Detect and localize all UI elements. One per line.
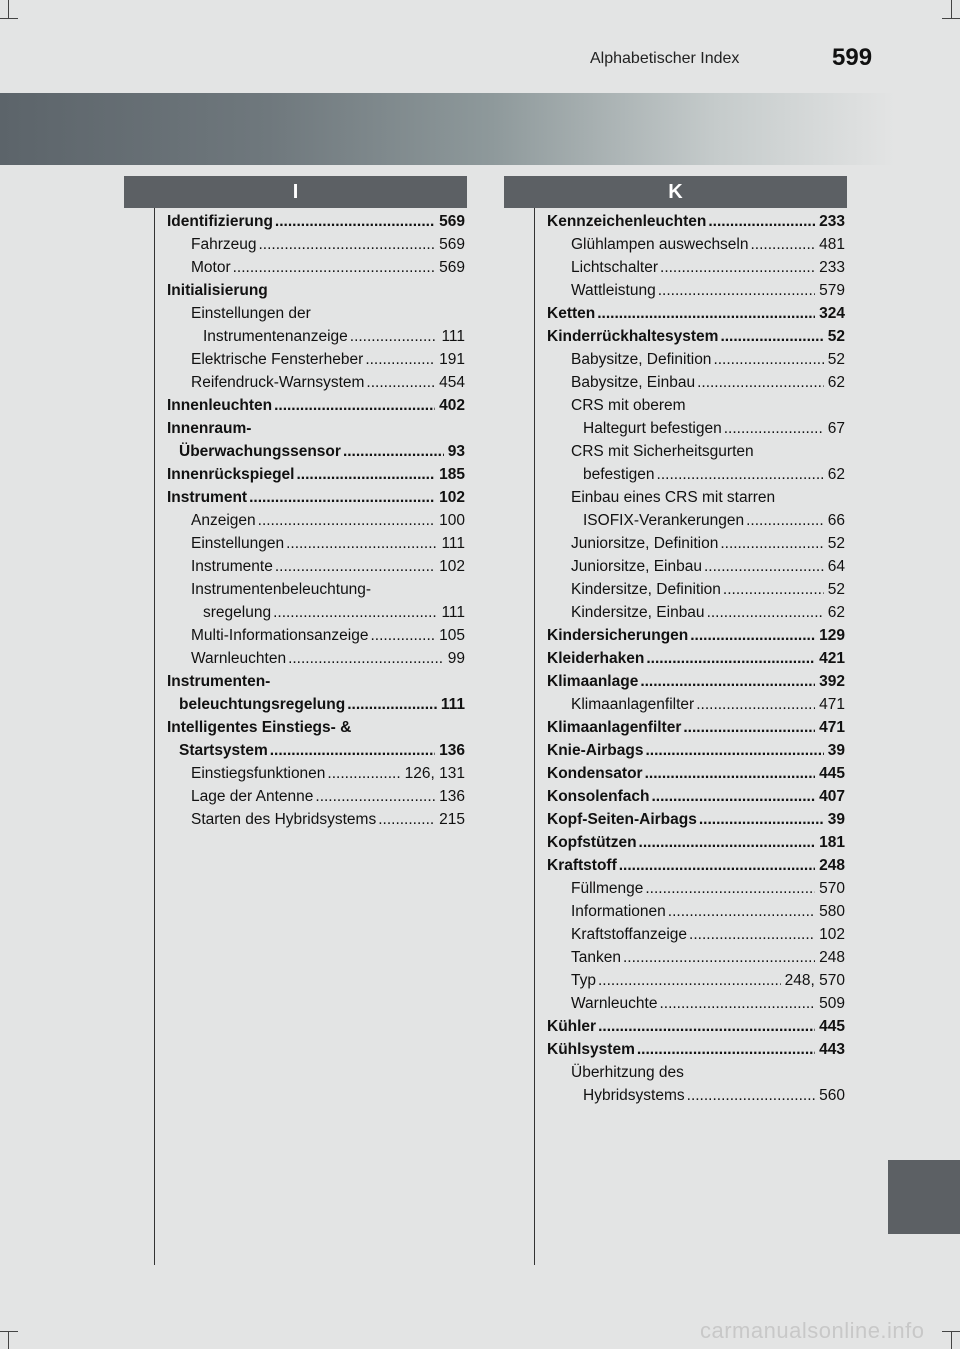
index-subentry: Lage der Antenne ..... 136 (167, 785, 465, 808)
index-entry: Kondensator ..... 445 (547, 762, 845, 785)
index-subentry: Multi-Informationsanzeige ..... 105 (167, 624, 465, 647)
index-subentry: Starten des Hybridsystems ..... 215 (167, 808, 465, 831)
index-subentry: CRS mit oberem (571, 397, 686, 414)
index-entry: Kopfstützen ..... 181 (547, 831, 845, 854)
index-entry: Initialisierung (167, 282, 268, 299)
index-subentry: Hybridsystems ..... 560 (547, 1084, 845, 1107)
index-entry: Instrument ..... 102 (167, 486, 465, 509)
column-rule-right (534, 208, 535, 1265)
index-entry: Instrumenten- (167, 673, 271, 690)
index-entry: Kühler ..... 445 (547, 1015, 845, 1038)
crop-mark (0, 18, 18, 19)
crop-mark (951, 0, 952, 18)
index-column-k (547, 210, 845, 1107)
index-entry: Klimaanlagenfilter ..... 471 (547, 716, 845, 739)
index-subentry: sregelung ..... 111 (167, 601, 465, 624)
index-subentry: Juniorsitze, Einbau ..... 64 (547, 555, 845, 578)
crop-mark (8, 1331, 9, 1349)
crop-mark (942, 1331, 960, 1332)
index-entry: Startsystem ..... 136 (167, 739, 465, 762)
index-subentry: Instrumente ..... 102 (167, 555, 465, 578)
index-subentry: Babysitze, Einbau ..... 62 (547, 371, 845, 394)
column-rule-left (154, 208, 155, 1265)
crop-mark (942, 18, 960, 19)
crop-mark (951, 1331, 952, 1349)
index-subentry: Warnleuchten ..... 99 (167, 647, 465, 670)
index-entry: Klimaanlage ..... 392 (547, 670, 845, 693)
index-subentry: Informationen ..... 580 (547, 900, 845, 923)
index-subentry: Klimaanlagenfilter ..... 471 (547, 693, 845, 716)
index-entry: Intelligentes Einstiegs- & (167, 719, 352, 736)
index-subentry: Kindersitze, Einbau ..... 62 (547, 601, 845, 624)
index-subentry: ISOFIX-Verankerungen ..... 66 (547, 509, 845, 532)
index-entry: Identifizierung ..... 569 (167, 210, 465, 233)
thumb-tab (888, 1160, 960, 1234)
index-entry: Kennzeichenleuchten ..... 233 (547, 210, 845, 233)
index-entry: Kinderrückhaltesystem ..... 52 (547, 325, 845, 348)
index-entry: Kleiderhaken ..... 421 (547, 647, 845, 670)
index-subentry: Haltegurt befestigen ..... 67 (547, 417, 845, 440)
crop-mark (0, 1331, 18, 1332)
index-subentry: Instrumentenanzeige ..... 111 (167, 325, 465, 348)
index-subentry: Einbau eines CRS mit starren (571, 489, 776, 506)
index-subentry: Motor ..... 569 (167, 256, 465, 279)
index-subentry: Wattleistung ..... 579 (547, 279, 845, 302)
index-subentry: befestigen ..... 62 (547, 463, 845, 486)
index-subentry: Einstellungen der (191, 305, 311, 322)
index-subentry: Babysitze, Definition ..... 52 (547, 348, 845, 371)
index-entry: Innenraum- (167, 420, 252, 437)
index-entry: Ketten ..... 324 (547, 302, 845, 325)
index-entry: Kopf-Seiten-Airbags ..... 39 (547, 808, 845, 831)
index-entry: Kraftstoff ..... 248 (547, 854, 845, 877)
index-subentry: Reifendruck-Warnsystem ..... 454 (167, 371, 465, 394)
index-subentry: Instrumentenbeleuchtung- (191, 581, 372, 598)
watermark: carmanualsonline.info (700, 1318, 925, 1343)
index-subentry: Elektrische Fensterheber ..... 191 (167, 348, 465, 371)
index-entry: Innenrückspiegel ..... 185 (167, 463, 465, 486)
index-column-i (167, 210, 465, 831)
index-entry: Knie-Airbags ..... 39 (547, 739, 845, 762)
decorative-banner (0, 93, 895, 165)
index-entry: Innenleuchten ..... 402 (167, 394, 465, 417)
crop-mark (8, 0, 9, 18)
index-subentry: Anzeigen ..... 100 (167, 509, 465, 532)
index-subentry: Überhitzung des (571, 1064, 684, 1081)
index-entry: Konsolenfach ..... 407 (547, 785, 845, 808)
index-subentry: Typ ..... 248, 570 (547, 969, 845, 992)
index-subentry: Juniorsitze, Definition ..... 52 (547, 532, 845, 555)
index-subentry: CRS mit Sicherheitsgurten (571, 443, 754, 460)
index-subentry: Einstellungen ..... 111 (167, 532, 465, 555)
index-subentry: Fahrzeug ..... 569 (167, 233, 465, 256)
index-subentry: Tanken ..... 248 (547, 946, 845, 969)
section-header-i: I (124, 176, 467, 208)
index-subentry: Lichtschalter ..... 233 (547, 256, 845, 279)
page-number: 599 (832, 44, 873, 71)
index-subentry: Glühlampen auswechseln ..... 481 (547, 233, 845, 256)
index-subentry: Warnleuchte ..... 509 (547, 992, 845, 1015)
index-subentry: Kindersitze, Definition ..... 52 (547, 578, 845, 601)
running-header-title: Alphabetischer Index (590, 50, 740, 67)
section-header-k: K (504, 176, 847, 208)
index-entry: Kühlsystem ..... 443 (547, 1038, 845, 1061)
index-subentry: Füllmenge ..... 570 (547, 877, 845, 900)
index-entry: Überwachungssensor ..... 93 (167, 440, 465, 463)
index-subentry: Kraftstoffanzeige ..... 102 (547, 923, 845, 946)
index-entry: beleuchtungsregelung ..... 111 (167, 693, 465, 716)
index-entry: Kindersicherungen ..... 129 (547, 624, 845, 647)
index-subentry: Einstiegsfunktionen ..... 126, 131 (167, 762, 465, 785)
